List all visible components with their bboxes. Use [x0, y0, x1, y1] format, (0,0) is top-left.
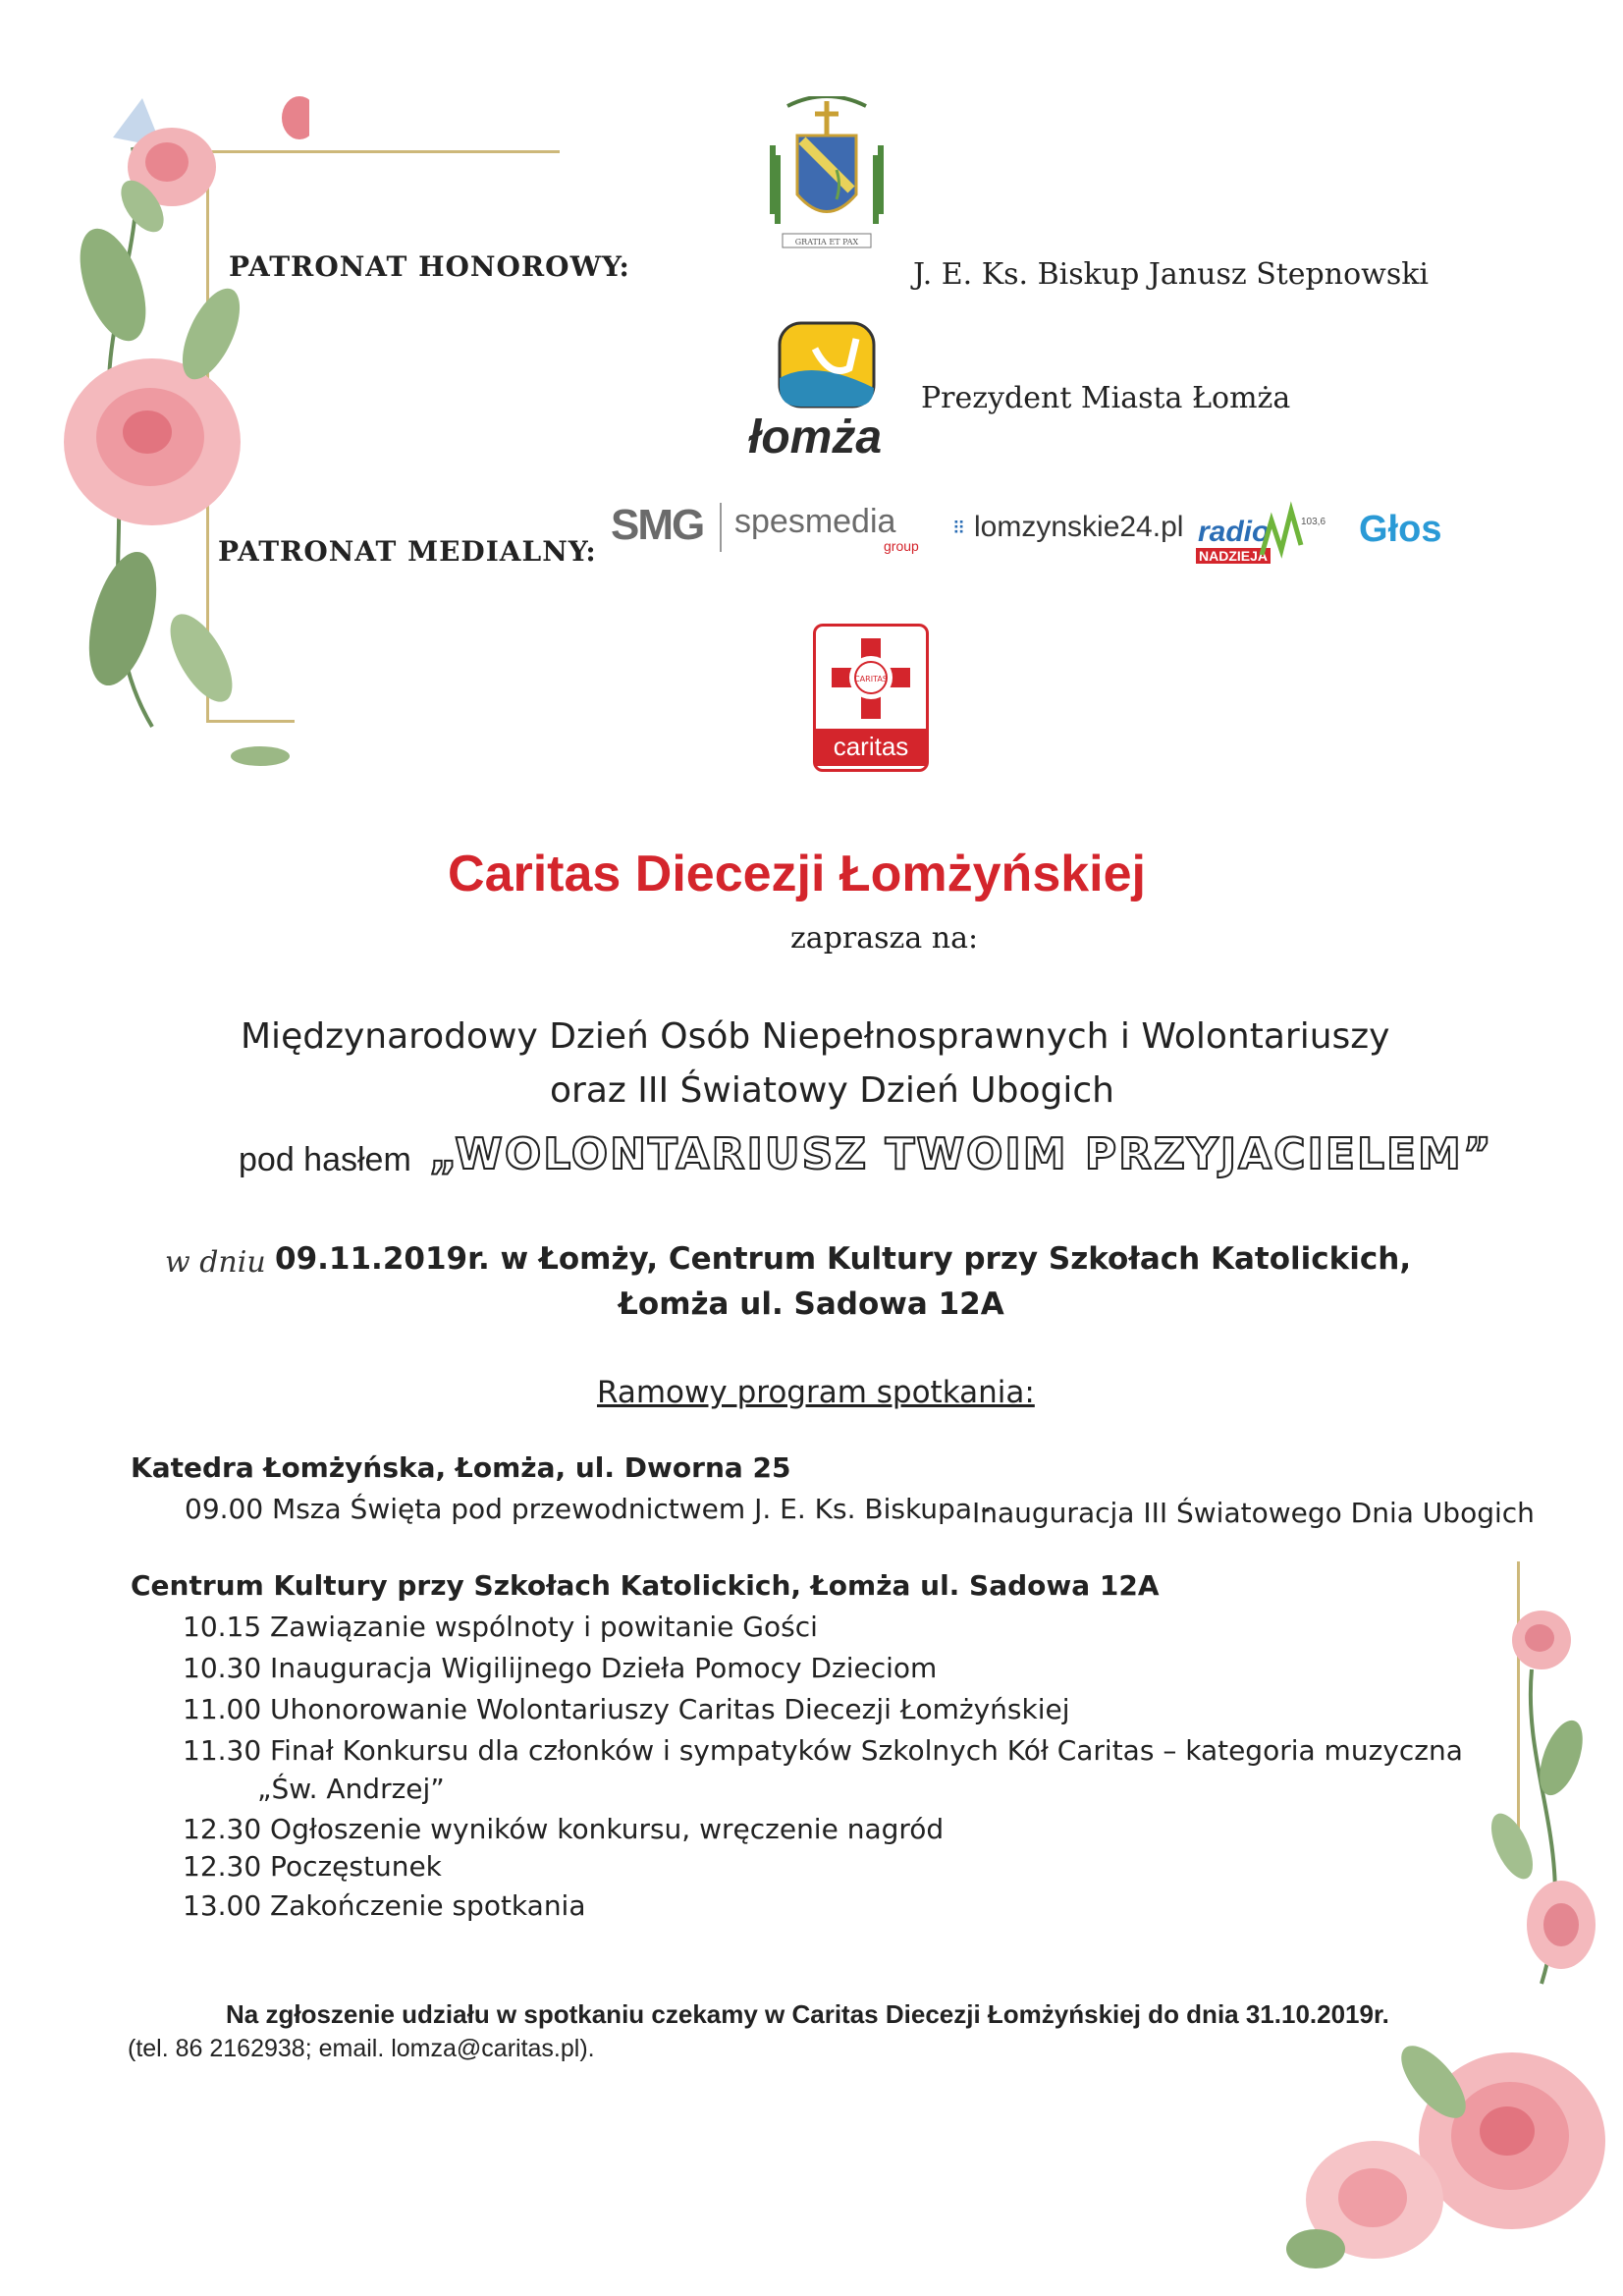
- invites-text: zaprasza na:: [790, 921, 979, 956]
- program-item: 12.30 Ogłoszenie wyników konkursu, wręczenie nagród: [183, 1813, 945, 1845]
- contact-info: (tel. 86 2162938; email. lomza@caritas.pl).: [128, 2035, 595, 2062]
- event-name-line2: oraz III Światowy Dzień Ubogich: [550, 1070, 1114, 1111]
- program-item-mass: 09.00 Msza Święta pod przewodnictwem J. E. Ks. Biskupa -: [185, 1493, 991, 1525]
- bishop-name: J. E. Ks. Biskup Janusz Stepnowski: [913, 257, 1429, 292]
- venue-culture-center: Centrum Kultury przy Szkołach Katolickich, Łomża ul. Sadowa 12A: [131, 1569, 1160, 1602]
- program-item: 10.15 Zawiązanie wspólnoty i powitanie Gości: [183, 1611, 818, 1643]
- event-motto: „WOLONTARIUSZ TWOIM PRZYJACIELEM”: [429, 1129, 1493, 1179]
- registration-note: Na zgłoszenie udziału w spotkaniu czekamy w Caritas Diecezji Łomżyńskiej do dnia 31.10.2019r.: [226, 1999, 1389, 2029]
- program-item-continuation: „Św. Andrzej”: [257, 1773, 445, 1805]
- program-title: Ramowy program spotkania:: [597, 1375, 1035, 1410]
- program-item: 11.00 Uhonorowanie Wolontariuszy Caritas Diecezji Łomżyńskiej: [183, 1693, 1070, 1725]
- program-item: 13.00 Zakończenie spotkania: [183, 1889, 586, 1922]
- svg-text:GRATIA ET PAX: GRATIA ET PAX: [794, 238, 859, 246]
- lomzynskie24-logo: lomzynskie24.pl: [974, 511, 1184, 543]
- program-item: 11.30 Finał Konkursu dla członków i sympatyków Szkolnych Kół Caritas – kategoria muzyczna: [183, 1734, 1463, 1767]
- venue-cathedral: Katedra Łomżyńska, Łomża, ul. Dworna 25: [131, 1451, 791, 1484]
- bishop-coat-of-arms-icon: [758, 96, 895, 263]
- spesmedia-group-text: group: [884, 538, 919, 554]
- smg-logo: SMG: [611, 501, 704, 549]
- lomza-logo-text: łomża: [748, 411, 883, 464]
- rose-decoration-bottom-right: [1208, 1532, 1610, 2278]
- honorary-patronage-label: PATRONAT HONOROWY:: [229, 250, 630, 283]
- date-location-line1: 09.11.2019r. w Łomży, Centrum Kultury przy Szkołach Katolickich,: [275, 1241, 1412, 1277]
- glos-logo: Głos: [1359, 509, 1442, 550]
- caritas-logo: [813, 624, 929, 772]
- date-location-line2: Łomża ul. Sadowa 12A: [619, 1286, 1004, 1322]
- caritas-cross-icon: [816, 630, 926, 729]
- program-item-mass-inauguration: Inauguracja III Światowego Dnia Ubogich: [972, 1497, 1535, 1529]
- lomza-city-logo-icon: [776, 319, 884, 412]
- motto-prefix: pod hasłem: [239, 1141, 411, 1178]
- program-item: 10.30 Inauguracja Wigilijnego Dzieła Pomocy Dzieciom: [183, 1652, 938, 1684]
- program-item: 12.30 Poczęstunek: [183, 1850, 442, 1883]
- media-patronage-label: PATRONAT MEDIALNY:: [218, 535, 597, 568]
- caritas-logo-text: caritas: [816, 729, 926, 766]
- grid-dots-icon: ⠿: [952, 519, 966, 539]
- date-prefix: w dniu: [165, 1245, 266, 1280]
- mayor-name: Prezydent Miasta Łomża: [921, 381, 1291, 415]
- radio-nadzieja-logo: radio: [1198, 516, 1271, 548]
- organizer-title: Caritas Diecezji Łomżyńskiej: [448, 846, 1146, 902]
- logo-divider: [720, 503, 722, 552]
- event-name-line1: Międzynarodowy Dzień Osób Niepełnosprawnych i Wolontariuszy: [241, 1016, 1390, 1057]
- radio-wave-icon: [1257, 496, 1316, 565]
- rose-decoration-top-left: [54, 39, 309, 786]
- spesmedia-logo: spesmedia: [734, 503, 896, 540]
- svg-text:CARITAS: CARITAS: [854, 675, 888, 683]
- radio-nadzieja-name: NADZIEJA: [1196, 548, 1271, 564]
- radio-frequency: 103,6: [1301, 517, 1326, 527]
